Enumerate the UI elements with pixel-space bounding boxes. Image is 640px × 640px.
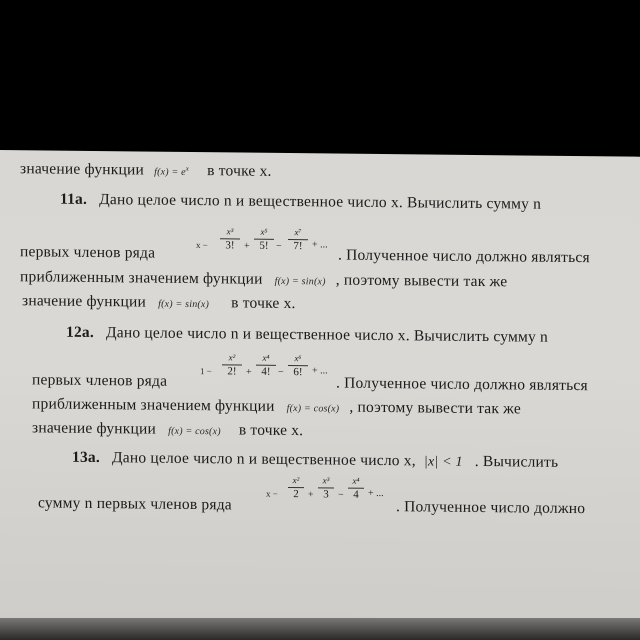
task-13a-label: 13a. — [72, 448, 100, 467]
task-11a-line2-end: . Полученное число должно являться — [338, 246, 590, 267]
task-12a-label: 12a. — [66, 323, 94, 341]
task-13a-term-1: x² 2 — [288, 475, 304, 500]
task-11a-op-3: + ... — [312, 239, 328, 251]
task-11a-line4 — [22, 292, 296, 313]
task-12a-line4-end: в точке x. — [238, 421, 304, 440]
task-12a-op-1: + — [246, 366, 252, 378]
task-12a-term-3: x⁶ 6! — [288, 353, 308, 378]
task-11a-term-2: x⁵ 5! — [254, 227, 274, 252]
task-13a-line1-end: . Вычислить — [474, 452, 559, 471]
dark-background-top — [0, 0, 640, 150]
textbook-page — [0, 150, 640, 627]
task-11a-line3-end: , поэтому вывести так же — [335, 271, 508, 291]
intro-formula: $f(x) = e^x$ — [154, 164, 190, 178]
task-12a-op-2: − — [278, 366, 284, 378]
task-11a-line4-start: значение функции — [22, 292, 147, 311]
task-11a-line2-start: первых членов ряда — [20, 243, 156, 262]
task-11a-op-2: − — [276, 240, 282, 252]
task-11a-line3 — [20, 268, 507, 291]
intro-tail: в точке x. — [207, 162, 272, 180]
task-12a-line2-start: первых членов ряда — [32, 371, 168, 390]
intro-line — [20, 160, 272, 181]
task-13a-term-3: x⁴ 4 — [348, 476, 364, 501]
task-13a-term-2: x³ 3 — [318, 475, 334, 500]
task-12a-line4-start: значение функции — [32, 419, 157, 438]
task-13a-line2-end: . Полученное число должно — [396, 498, 586, 518]
task-13a-line2-start: сумму n первых членов ряда — [38, 494, 232, 514]
task-13a-op-1: + — [308, 489, 314, 501]
task-12a-line3 — [32, 395, 521, 418]
task-12a-line2-end: . Полученное число должно являться — [336, 374, 588, 395]
task-11a-term-1: x³ 3! — [220, 226, 240, 251]
task-12a-line3-end: , поэтому вывести так же — [349, 398, 521, 418]
task-11a-line1 — [60, 191, 541, 214]
task-13a-op-3: + ... — [368, 487, 384, 500]
task-11a-line3-start: приближенным значением функции — [20, 268, 263, 288]
task-12a-op-3: + ... — [312, 365, 328, 377]
task-11a-line3-formula: f(x) = sin(x) — [274, 275, 326, 288]
task-12a-series-lead: 1 − — [200, 366, 212, 377]
task-12a-line1 — [66, 324, 548, 347]
task-11a-line4-formula: f(x) = sin(x) — [158, 298, 210, 311]
task-12a-term-1: x² 2! — [222, 352, 242, 377]
task-13a-line1 — [72, 449, 558, 472]
intro-text: значение функции — [20, 160, 145, 179]
task-12a-term-2: x⁴ 4! — [256, 353, 276, 378]
task-12a-line3-start: приближенным значением функции — [32, 395, 275, 415]
task-11a-label: 11a. — [60, 190, 88, 208]
task-12a-text1: Дано целое число n и вещественное число x. Вычислить сумму n — [106, 324, 548, 346]
task-11a-text1: Дано целое число n и вещественное число x. Вычислить сумму n — [99, 191, 542, 213]
task-11a-op-1: + — [244, 240, 250, 252]
task-11a-line4-end: в точке x. — [231, 294, 296, 313]
task-13a-condition: |x| < 1 — [423, 454, 463, 470]
task-13a-text1: Дано целое число n и вещественное число x, — [112, 449, 416, 470]
task-11a-series-lead: x − — [196, 240, 208, 251]
task-12a-line4-formula: f(x) = cos(x) — [168, 425, 221, 438]
task-12a-line3-formula: f(x) = cos(x) — [286, 403, 340, 415]
task-12a-line4 — [32, 419, 303, 440]
task-13a-op-2: − — [338, 489, 344, 501]
task-11a-term-3: x⁷ 7! — [288, 227, 308, 252]
task-13a-series-lead: x − — [266, 488, 278, 499]
page-bottom-shadow — [0, 618, 640, 640]
